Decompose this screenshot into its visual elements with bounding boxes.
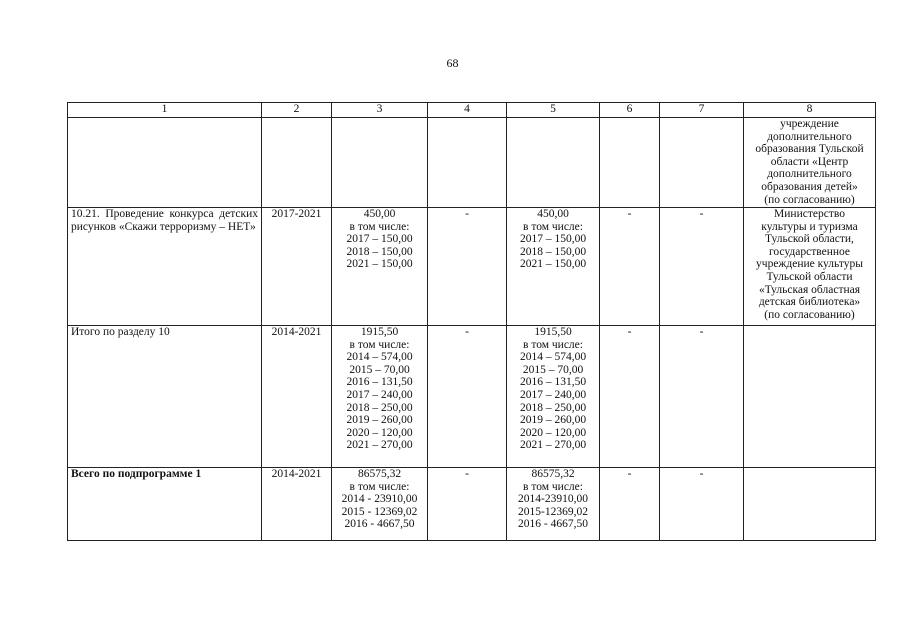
cell-line: 2021 – 270,00 — [519, 439, 587, 452]
cell-line: учреждение культуры — [756, 258, 863, 271]
cell-line: Тульской области — [766, 270, 853, 283]
event-name-cell — [68, 468, 262, 541]
cell-line: 2014 - 23910,00 — [341, 493, 418, 506]
cell-line: 1915,50 — [360, 326, 399, 338]
cell-line: 2018 – 150,00 — [346, 245, 413, 258]
cell-line: 2021 – 150,00 — [346, 258, 413, 271]
funding-col6-cell — [600, 468, 660, 541]
budget-table — [67, 102, 876, 541]
cell-text: 2017-2021 — [271, 208, 322, 220]
cell-line: 2017 – 240,00 — [519, 388, 587, 401]
column-header: 5 — [507, 103, 600, 118]
cell-line: 2018 – 150,00 — [519, 245, 587, 258]
cell-text: - — [465, 208, 469, 220]
table-row — [68, 326, 876, 468]
cell-line: дополнительного — [767, 130, 852, 143]
cell-line: 2018 – 250,00 — [346, 401, 413, 414]
column-header: 8 — [744, 103, 876, 118]
column-header: 2 — [262, 103, 332, 118]
period-cell — [262, 468, 332, 541]
period-cell — [262, 208, 332, 326]
period-cell — [262, 326, 332, 468]
cell-line: 2021 – 150,00 — [519, 258, 587, 271]
cell-line: 2016 – 131,50 — [519, 376, 587, 389]
funding-col5-cell — [507, 468, 600, 541]
cell-line: «Тульская областная — [758, 283, 861, 296]
column-header: 4 — [428, 103, 507, 118]
funding-col6-cell — [600, 326, 660, 468]
funding-col4-cell — [428, 208, 507, 326]
event-name-cell — [68, 208, 262, 326]
cell-text: - — [465, 468, 469, 480]
cell-line: (по согласованию) — [764, 308, 855, 321]
funding-col4-cell — [428, 326, 507, 468]
cell-line: образования детей» — [761, 180, 858, 193]
cell-line: 450,00 — [363, 208, 396, 220]
cell-line: 2019 – 260,00 — [519, 414, 587, 427]
cell-text: 2014-2021 — [271, 468, 322, 480]
executor-cell — [744, 118, 876, 208]
column-header: 7 — [660, 103, 744, 118]
cell-line: 2020 – 120,00 — [519, 426, 587, 439]
cell-line: 2019 – 260,00 — [346, 414, 413, 427]
event-name-cell — [68, 326, 262, 468]
header-row — [68, 103, 876, 118]
column-header: 3 — [332, 103, 428, 118]
total-funding-cell — [332, 118, 428, 208]
funding-col6-cell — [600, 118, 660, 208]
cell-text: - — [699, 326, 704, 338]
cell-line: Тульской области, — [765, 233, 854, 246]
cell-line: 1915,50 — [534, 326, 572, 338]
cell-line: учреждение — [780, 118, 839, 130]
total-funding-cell — [332, 208, 428, 326]
cell-line: 2014-23910,00 — [518, 493, 588, 506]
cell-line: 2015 – 70,00 — [349, 363, 410, 376]
funding-col4-cell — [428, 468, 507, 541]
cell-line: в том числе: — [349, 480, 410, 493]
cell-line: государственное — [768, 245, 851, 258]
column-header: 1 — [68, 103, 262, 118]
funding-col7-cell — [660, 326, 744, 468]
cell-line: 2017 – 150,00 — [519, 233, 587, 246]
cell-line: 2020 – 120,00 — [346, 426, 413, 439]
period-cell — [262, 118, 332, 208]
cell-line: в том числе: — [523, 220, 583, 233]
funding-col5-cell — [507, 326, 600, 468]
funding-col4-cell — [428, 118, 507, 208]
cell-text: - — [627, 208, 632, 220]
cell-line: Министерство — [774, 208, 845, 220]
cell-line: 2016 - 4667,50 — [518, 518, 588, 531]
cell-text: 10.21. Проведение конкурса детских рисунков «Скажи терроризму – НЕТ» — [71, 208, 258, 233]
cell-line: образования Тульской — [755, 143, 864, 156]
cell-line: 2017 – 150,00 — [346, 233, 413, 246]
page-number: 68 — [446, 56, 459, 70]
cell-line: культуры и туризма — [761, 220, 858, 233]
cell-text: - — [627, 326, 632, 338]
cell-line: в том числе: — [349, 338, 410, 351]
total-funding-cell — [332, 326, 428, 468]
executor-cell — [744, 208, 876, 326]
executor-cell — [744, 468, 876, 541]
cell-text: - — [699, 468, 704, 480]
cell-line: 2016 – 131,50 — [346, 376, 413, 389]
cell-text: - — [465, 326, 469, 338]
cell-text: 2014-2021 — [271, 326, 322, 338]
cell-line: 2014 – 574,00 — [346, 351, 413, 364]
cell-line: 2015-12369,02 — [518, 505, 588, 518]
cell-line: 86575,32 — [357, 468, 402, 480]
cell-text: Итого по разделу 10 — [71, 326, 170, 338]
cell-line: дополнительного — [767, 168, 852, 181]
table-row — [68, 468, 876, 541]
cell-line: 86575,32 — [531, 468, 575, 480]
cell-line: 2017 – 240,00 — [346, 388, 413, 401]
funding-col6-cell — [600, 208, 660, 326]
cell-line: 2021 – 270,00 — [346, 439, 413, 452]
event-name-cell — [68, 118, 262, 208]
total-funding-cell — [332, 468, 428, 541]
cell-line: 2016 - 4667,50 — [344, 518, 415, 531]
table-row — [68, 208, 876, 326]
cell-line: в том числе: — [349, 220, 410, 233]
cell-text: Всего по подпрограмме 1 — [71, 468, 202, 480]
cell-line: 2015 - 12369,02 — [341, 505, 418, 518]
column-header: 6 — [600, 103, 660, 118]
funding-col7-cell — [660, 468, 744, 541]
cell-line: 450,00 — [537, 208, 569, 220]
cell-text: - — [699, 208, 704, 220]
cell-line: детская библиотека» — [758, 296, 861, 309]
funding-col5-cell — [507, 118, 600, 208]
funding-col7-cell — [660, 118, 744, 208]
cell-line: 2014 – 574,00 — [519, 351, 587, 364]
funding-col7-cell — [660, 208, 744, 326]
cell-line: 2015 – 70,00 — [522, 363, 584, 376]
funding-col5-cell — [507, 208, 600, 326]
cell-line: 2018 – 250,00 — [519, 401, 587, 414]
cell-text: - — [627, 468, 632, 480]
cell-line: (по согласованию) — [764, 193, 855, 206]
cell-line: области «Центр — [770, 155, 849, 168]
executor-cell — [744, 326, 876, 468]
cell-line: в том числе: — [523, 338, 583, 351]
cell-line: в том числе: — [523, 480, 583, 493]
table-row — [68, 118, 876, 208]
